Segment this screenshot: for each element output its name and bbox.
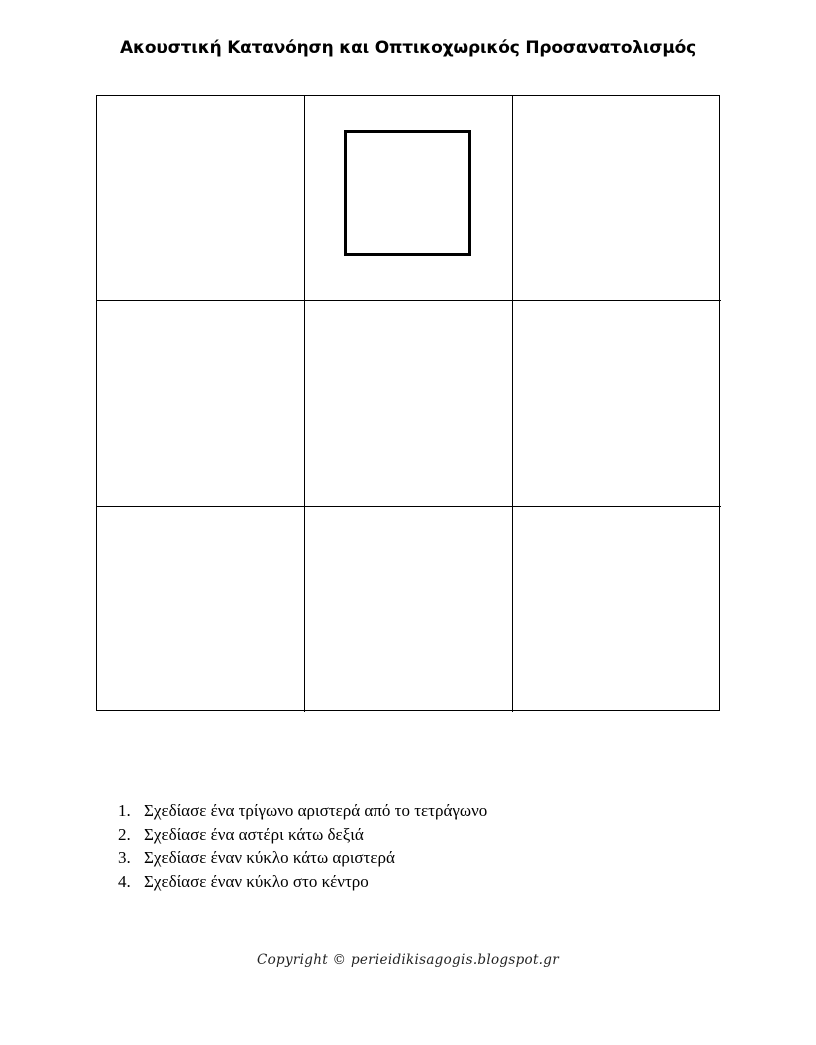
instruction-number: 1. — [118, 801, 131, 820]
instruction-number: 3. — [118, 848, 131, 867]
instruction-text: Σχεδίασε έναν κύκλο στο κέντρο — [144, 871, 369, 891]
grid-cell-middle-right — [513, 301, 721, 507]
grid-cell-top-center — [305, 96, 513, 301]
grid-cell-middle-left — [97, 301, 305, 507]
copyright-notice: Copyright © perieidikisagogis.blogspot.gr — [257, 952, 559, 968]
instruction-number: 4. — [118, 871, 131, 891]
grid-cell-center — [305, 301, 513, 507]
instruction-item — [118, 846, 487, 870]
instruction-text: Σχεδίασε έναν κύκλο κάτω αριστερά — [144, 848, 395, 867]
instruction-item — [118, 799, 487, 823]
grid-cell-bottom-right — [513, 507, 721, 712]
grid-cell-top-left — [97, 96, 305, 301]
grid-cell-bottom-left — [97, 507, 305, 712]
grid-cell-top-right — [513, 96, 721, 301]
instruction-text: Σχεδίασε ένα αστέρι κάτω δεξιά — [144, 824, 364, 844]
shape-grid — [96, 95, 720, 711]
page-title: Ακουστική Κατανόηση και Οπτικοχωρικός Προσανατολισμός — [120, 38, 696, 58]
instruction-item — [118, 823, 487, 847]
grid-cell-bottom-center — [305, 507, 513, 712]
instructions-list — [118, 799, 487, 893]
instruction-item — [118, 870, 487, 894]
square-shape — [344, 130, 471, 256]
instruction-text: Σχεδίασε ένα τρίγωνο αριστερά από το τετράγωνο — [144, 801, 488, 820]
instruction-number: 2. — [118, 824, 131, 844]
